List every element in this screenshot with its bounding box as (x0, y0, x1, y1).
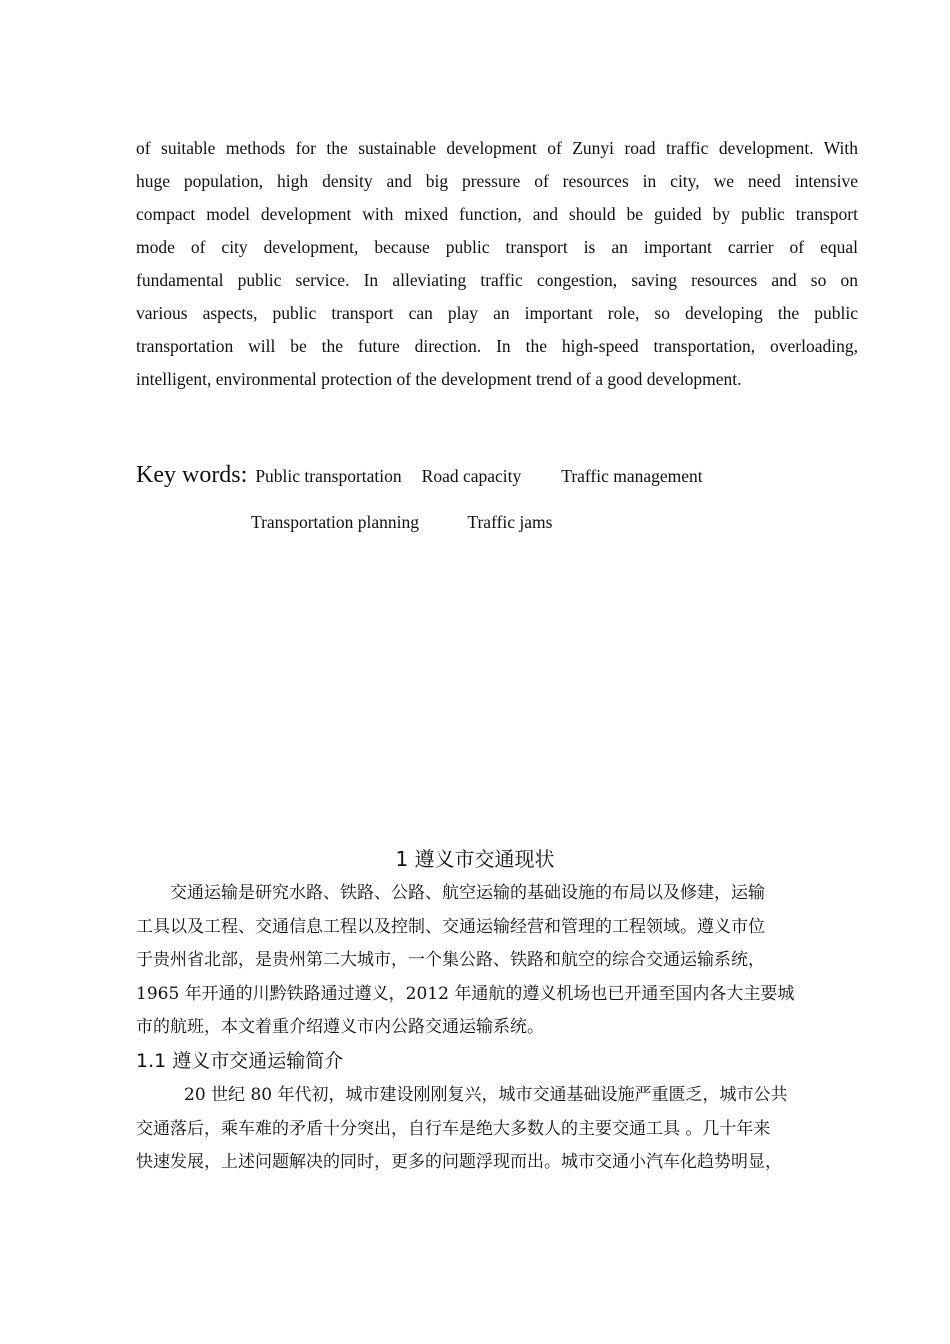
abstract-line: fundamental public service. In alleviating traffic congestion, saving resources and so on (136, 270, 858, 290)
section-paragraph (136, 877, 858, 1045)
abstract-line: transportation will be the future direction. In the high-speed transportation, overloading, (136, 336, 858, 356)
abstract-line: intelligent, environmental protection of the development trend of a good development. (136, 369, 742, 389)
section-heading: 1 遵义市交通现状 (395, 847, 555, 871)
paragraph-line: 市的航班，本文着重介绍遵义市内公路交通运输系统。 (136, 1017, 544, 1037)
keyword: Public transportation (255, 466, 402, 486)
keyword: Traffic management (561, 466, 703, 486)
paragraph-line: 20 世纪 80 年代初，城市建设刚刚复兴，城市交通基础设施严重匮乏，城市公共 (184, 1085, 788, 1105)
paragraph-line: 快速发展，上述问题解决的同时，更多的问题浮现而出。城市交通小汽车化趋势明显， (136, 1152, 782, 1172)
subsection-paragraph (136, 1079, 858, 1180)
paragraph-line: 工具以及工程、交通信息工程以及控制、交通运输经营和管理的工程领域。遵义市位 (136, 916, 765, 937)
abstract-line: of suitable methods for the sustainable development of Zunyi road traffic development. With (136, 138, 858, 158)
paragraph-line: 交通落后，乘车难的矛盾十分突出，自行车是绝大多数人的主要交通工具 。几十年来 (136, 1118, 771, 1139)
paragraph-line: 1965 年开通的川黔铁路通过遵义，2012 年通航的遵义机场也已开通至国内各大主要城 (136, 983, 795, 1004)
keyword: Road capacity (421, 466, 522, 486)
keyword: Transportation planning (251, 512, 420, 532)
keywords-label: Key words: (136, 462, 248, 488)
abstract-line: mode of city development, because public transport is an important carrier of equal (136, 237, 858, 257)
abstract-line: compact model development with mixed function, and should be guided by public transport (136, 204, 858, 224)
keyword: Traffic jams (467, 512, 553, 532)
abstract-line: various aspects, public transport can play an important role, so developing the public (136, 303, 858, 323)
subsection-heading: 1.1 遵义市交通运输简介 (136, 1050, 344, 1072)
abstract-paragraph (136, 132, 858, 396)
abstract-line: huge population, high density and big pressure of resources in city, we need intensive (136, 171, 858, 191)
paragraph-line: 交通运输是研究水路、铁路、公路、航空运输的基础设施的布局以及修建，运输 (170, 883, 765, 903)
paragraph-line: 于贵州省北部，是贵州第二大城市，一个集公路、铁路和航空的综合交通运输系统， (136, 950, 765, 970)
